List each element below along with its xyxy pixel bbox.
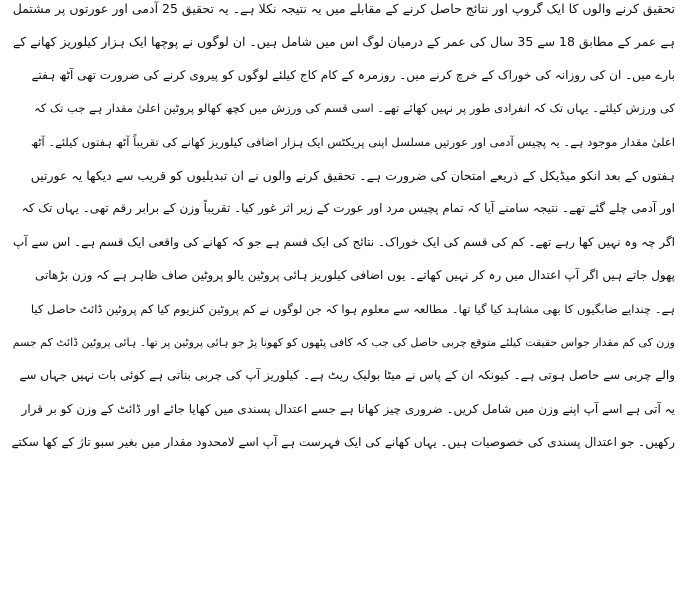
article-line: اور آدمی چلے گئے تھے۔ نتیجہ سامنے آیا کہ تمام پچیس مرد اور عورت کے زیر اثر غور کیا۔ تقریباً وزن کے برابر رقم تھی۔ یہاں تک کہ — [21, 201, 675, 216]
article-line: پھول جاتے ہیں اگر آپ اعتدال میں رہ کر نہیں کھاتے۔ یوں اضافی کیلوریز ہائی پروٹین یالو پروٹین صاف ظاہر ہے کہ وزن بڑھاتی — [34, 268, 675, 283]
article-line: یہ آتی ہے اسے آپ اپنے وزن میں شامل کریں۔ ضروری چیز کھانا ہے جسے اعتدال پسندی میں کھایا جائے اور ڈائٹ کے وزن کو بر قرار — [21, 401, 675, 416]
article-line: تحقیق کرنے والوں کا ایک گروپ اور نتائج حاصل کرنے کے مقابلے میں یہ نتیجہ نکلا ہے۔ یہ تحقیق 25 آدمی اور عورتوں پر مشتمل — [12, 1, 675, 16]
article-line: بارے میں۔ ان کی روزانہ کی خوراک کے خرچ کرنے میں۔ روزمرہ کے کام کاج کیلئے لوگوں کو پیروی کرنے کی ضرورت تھی آٹھ ہفتے — [31, 67, 675, 82]
article-line: والے چربی سے حاصل ہوتی ہے۔ کیونکہ ان کے پاس نے میٹا بولیک ریٹ ہے۔ کیلوریز آپ کی چربی بناتی ہے کوئی بات نہیں جہاں سے — [19, 368, 675, 383]
article-line: اعلیٰ مقدار موجود ہے۔ یہ پچیس آدمی اور عورتیں مسلسل اپنی پریکٹس ایک ہزار اضافی کیلوریز کھانے کی تقریباً آٹھ ہفتوں کیلئے۔ آٹھ — [31, 134, 675, 149]
article-line: ہفتوں کے بعد انکو میڈیکل کے ذریعے امتحان کی ضرورت ہے۔ تحقیق کرنے والوں نے ان تبدیلیوں کو قریب سے دیکھا یہ عورتیں — [30, 167, 675, 183]
article-line: رکھیں۔ جو اعتدال پسندی کی خصوصیات ہیں۔ یہاں کھانے کی ایک فہرست ہے آپ اسے لامحدود مقدار میں بغیر سبو تاژ کے کھا سکتے — [12, 435, 675, 450]
article-line: اگر چہ وہ نہیں کھا رہے تھے۔ کم کی قسم کی ایک خوراک۔ نتائج کی ایک قسم ہے جو کہ کھانے کی واقعی ایک قسم ہے۔ اس سے آپ — [12, 234, 675, 249]
article-line: ہے عمر کے مطابق 18 سے 35 سال کی عمر کے درمیان لوگ اس میں شامل ہیں۔ ان لوگوں نے پوچھا ایک ہزار کیلوریز کھانے کے — [12, 34, 675, 50]
article-line: کی ورزش کیلئے۔ یہاں تک کہ انفرادی طور پر نہیں کھائے تھے۔ اسی قسم کی ورزش میں کچھ کھالو پروٹین اعلیٰ مقدار ہے جب تک کہ — [33, 101, 675, 116]
article-line: ہے۔ چندایے ضابگیوں کا بھی مشاہد کیا گیا تھا۔ مطالعہ سے معلوم ہوا کہ جن لوگوں نے کم پروٹین کنزیوم کیا کم پروٹین ڈائٹ حاصل کیا — [30, 301, 675, 316]
article-line: وزن کی کم مقدار جواس حقیقت کیلئے متوقع چربی حاصل کی جب کہ کافی پٹھوں کو کھونا پڑ جو ہائی پروٹین پر تھا۔ ہائی پروٹین ڈائٹ کم جسم — [12, 335, 675, 349]
